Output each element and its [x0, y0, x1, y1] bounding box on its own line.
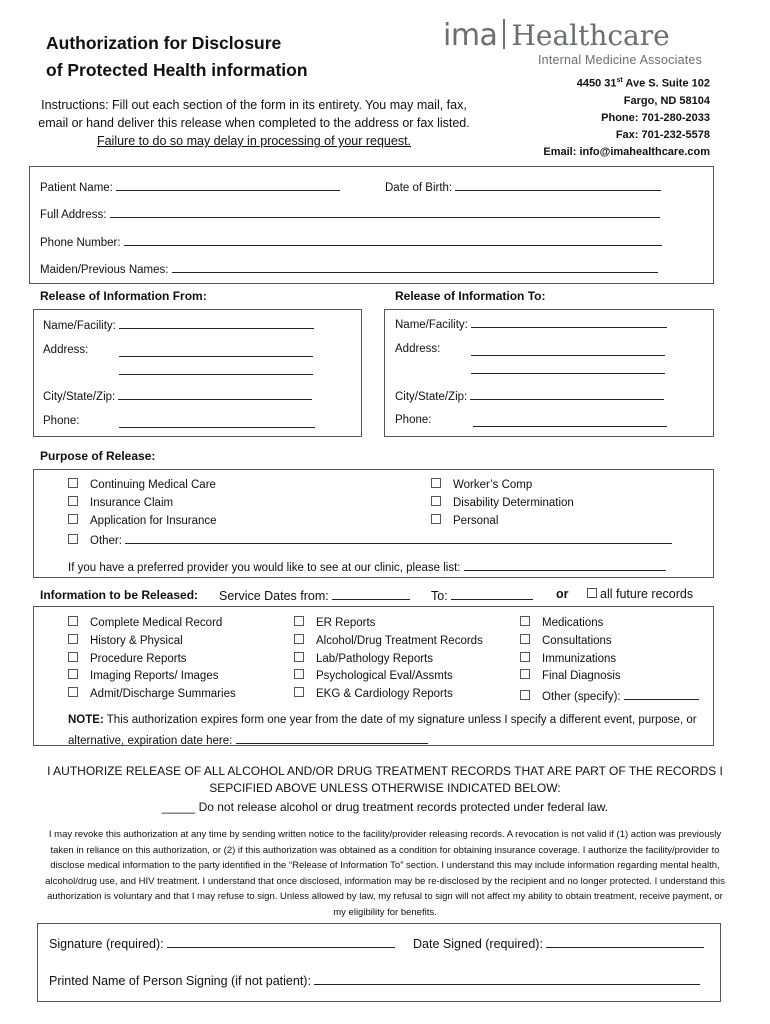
- from-address-field-1[interactable]: [119, 344, 313, 360]
- to-address-field-1[interactable]: [471, 343, 665, 359]
- checkbox[interactable]: [68, 687, 78, 697]
- purpose-personal[interactable]: Personal: [431, 514, 498, 527]
- service-to-row: To:: [431, 587, 533, 603]
- checkbox[interactable]: [520, 690, 530, 700]
- dob-field[interactable]: [455, 178, 661, 191]
- other-specify-field[interactable]: [624, 687, 699, 700]
- logo-divider: [503, 19, 505, 49]
- logo-subtitle: Internal Medicine Associates: [538, 53, 703, 67]
- info-col2-3[interactable]: Psychological Eval/Assmts: [294, 669, 453, 682]
- to-name-field[interactable]: [471, 315, 667, 328]
- purpose-other[interactable]: Other:: [68, 531, 672, 547]
- ima-healthcare-logo: [443, 18, 670, 53]
- checkbox[interactable]: [68, 634, 78, 644]
- instructions: Instructions: Fill out each section of the form in its entirety. You may mail, fax, email or hand deliver this release when completed to the address or fax listed. Failure to do so may delay in processing of your request.: [38, 98, 470, 148]
- info-col3-4[interactable]: Other (specify):: [520, 687, 699, 703]
- patient-name-field[interactable]: [116, 178, 340, 191]
- preferred-provider-field[interactable]: [464, 558, 666, 571]
- dob-row: Date of Birth:: [385, 178, 661, 194]
- instructions-warning: Failure to do so may delay in processing of your request.: [96, 134, 412, 148]
- checkbox[interactable]: [520, 669, 530, 679]
- from-address-label: Address:: [43, 344, 89, 356]
- from-name-row: Name/Facility:: [43, 316, 314, 332]
- to-city-field[interactable]: [470, 387, 664, 400]
- legal-text: I may revoke this authorization at any time by sending written notice to the facility/provider releasing records. A revocation is not valid if (1) action was previously taken in reliance on this authorization, or (2) if this authorization was obtained as a condition for obtaining insurance coverage. I authorize the facility/provider to disclose medical information to the party identified in the “Release of Information To” section. I understand this may include information regarding mental health, alcohol/drug use, and HIV treatment. I understand that once disclosed, information may be re-disclosed by the recipient and no longer protected. I understand this authorization is voluntary and that I may refuse to sign. Unless allowed by law, my refusal to sign will not affect my ability to obtain treatment, receive payment, or my eligibility for benefits.: [45, 829, 725, 918]
- logo-ima-text: ima: [443, 18, 498, 53]
- service-dates-from-field[interactable]: [332, 587, 410, 600]
- info-col1-4[interactable]: Admit/Discharge Summaries: [68, 687, 236, 700]
- checkbox[interactable]: [587, 588, 597, 598]
- service-dates-to-field[interactable]: [451, 587, 533, 600]
- date-signed-row: Date Signed (required):: [413, 935, 704, 951]
- checkbox[interactable]: [294, 687, 304, 697]
- maiden-name-field[interactable]: [172, 260, 658, 273]
- checkbox[interactable]: [68, 478, 78, 488]
- info-col1-3[interactable]: Imaging Reports/ Images: [68, 669, 218, 682]
- title-line-1: Authorization for Disclosure: [46, 33, 282, 53]
- checkbox[interactable]: [294, 634, 304, 644]
- printed-name-row: Printed Name of Person Signing (if not patient):: [49, 972, 700, 988]
- address-fax: Fax: 701-232-5578: [615, 128, 710, 141]
- or-label: or: [556, 587, 569, 601]
- logo-healthcare-text: Healthcare: [511, 19, 670, 52]
- expiration-date-field[interactable]: [236, 731, 428, 744]
- info-col2-1[interactable]: Alcohol/Drug Treatment Records: [294, 634, 483, 647]
- checkbox[interactable]: [294, 669, 304, 679]
- checkbox[interactable]: [431, 514, 441, 524]
- address-phone: Phone: 701-280-2033: [601, 111, 710, 124]
- info-col3-1[interactable]: Consultations: [520, 634, 612, 647]
- alcohol-opt-out-field[interactable]: _____: [161, 800, 196, 814]
- checkbox[interactable]: [431, 496, 441, 506]
- maiden-name-row: Maiden/Previous Names:: [40, 260, 658, 276]
- expiration-note: NOTE: This authorization expires form one year from the date of my signature unless I specify a different event, purpose, or: [68, 714, 697, 726]
- checkbox[interactable]: [294, 616, 304, 626]
- checkbox[interactable]: [431, 478, 441, 488]
- signature-field[interactable]: [167, 935, 395, 948]
- info-col3-3[interactable]: Final Diagnosis: [520, 669, 621, 682]
- from-city-row: City/State/Zip:: [43, 387, 312, 403]
- purpose-insurance-claim[interactable]: Insurance Claim: [68, 496, 173, 509]
- from-phone-field[interactable]: [119, 415, 315, 431]
- to-city-row: City/State/Zip:: [395, 387, 664, 403]
- info-col2-2[interactable]: Lab/Pathology Reports: [294, 652, 433, 665]
- expiration-note-line2: alternative, expiration date here:: [68, 731, 428, 747]
- form-title: [46, 30, 308, 84]
- info-col1-0[interactable]: Complete Medical Record: [68, 616, 222, 629]
- phone-number-field[interactable]: [124, 233, 662, 246]
- checkbox[interactable]: [68, 616, 78, 626]
- authorize-line-1: I AUTHORIZE RELEASE OF ALL ALCOHOL AND/OR DRUG TREATMENT RECORDS THAT ARE PART OF THE RECORDS I: [47, 764, 723, 778]
- all-future-records[interactable]: all future records: [587, 587, 693, 601]
- checkbox[interactable]: [68, 514, 78, 524]
- to-phone-label: Phone:: [395, 414, 432, 426]
- from-name-field[interactable]: [119, 316, 314, 329]
- info-col2-0[interactable]: ER Reports: [294, 616, 375, 629]
- info-heading: Information to be Released:: [40, 588, 199, 602]
- checkbox[interactable]: [294, 652, 304, 662]
- checkbox[interactable]: [68, 534, 78, 544]
- release-to-heading: Release of Information To:: [395, 289, 546, 303]
- printed-name-field[interactable]: [314, 972, 700, 985]
- checkbox[interactable]: [68, 496, 78, 506]
- purpose-workers-comp[interactable]: Worker’s Comp: [431, 478, 532, 491]
- to-name-row: Name/Facility:: [395, 315, 667, 331]
- address-city: Fargo, ND 58104: [623, 94, 710, 107]
- preferred-provider-row: If you have a preferred provider you would like to see at our clinic, please list:: [68, 558, 666, 574]
- service-dates-row: Service Dates from:: [219, 587, 410, 603]
- to-phone-field[interactable]: [473, 414, 667, 430]
- phone-number-row: Phone Number:: [40, 233, 662, 249]
- address-email: Email: info@imahealthcare.com: [543, 145, 710, 158]
- from-city-field[interactable]: [118, 387, 312, 400]
- release-from-heading: Release of Information From:: [40, 289, 207, 303]
- info-col3-2[interactable]: Immunizations: [520, 652, 616, 665]
- title-line-2: of Protected Health information: [46, 60, 308, 80]
- purpose-application-insurance[interactable]: Application for Insurance: [68, 514, 217, 527]
- full-address-field[interactable]: [110, 205, 660, 218]
- to-address-label: Address:: [395, 343, 441, 355]
- purpose-heading: Purpose of Release:: [40, 449, 156, 463]
- authorize-line-3: _____ Do not release alcohol or drug treatment records protected under federal law.: [161, 800, 609, 814]
- purpose-disability[interactable]: Disability Determination: [431, 496, 574, 509]
- checkbox[interactable]: [68, 669, 78, 679]
- clinic-address: [543, 72, 710, 161]
- checkbox[interactable]: [68, 652, 78, 662]
- date-signed-field[interactable]: [546, 935, 704, 948]
- from-address-field-2[interactable]: [119, 362, 313, 378]
- purpose-other-field[interactable]: [125, 531, 672, 544]
- info-col2-4[interactable]: EKG & Cardiology Reports: [294, 687, 453, 700]
- signature-row: Signature (required):: [49, 935, 395, 951]
- address-street: 4450 31st Ave S. Suite 102: [576, 77, 710, 90]
- info-col1-2[interactable]: Procedure Reports: [68, 652, 187, 665]
- checkbox[interactable]: [520, 616, 530, 626]
- purpose-continuing-care[interactable]: Continuing Medical Care: [68, 478, 216, 491]
- from-phone-label: Phone:: [43, 415, 80, 427]
- checkbox[interactable]: [520, 634, 530, 644]
- patient-name-row: Patient Name:: [40, 178, 340, 194]
- to-address-field-2[interactable]: [471, 361, 665, 377]
- checkbox[interactable]: [520, 652, 530, 662]
- info-col1-1[interactable]: History & Physical: [68, 634, 183, 647]
- info-col3-0[interactable]: Medications: [520, 616, 603, 629]
- authorize-line-2: SEPCIFIED ABOVE UNLESS OTHERWISE INDICATED BELOW:: [209, 781, 561, 795]
- full-address-row: Full Address:: [40, 205, 660, 221]
